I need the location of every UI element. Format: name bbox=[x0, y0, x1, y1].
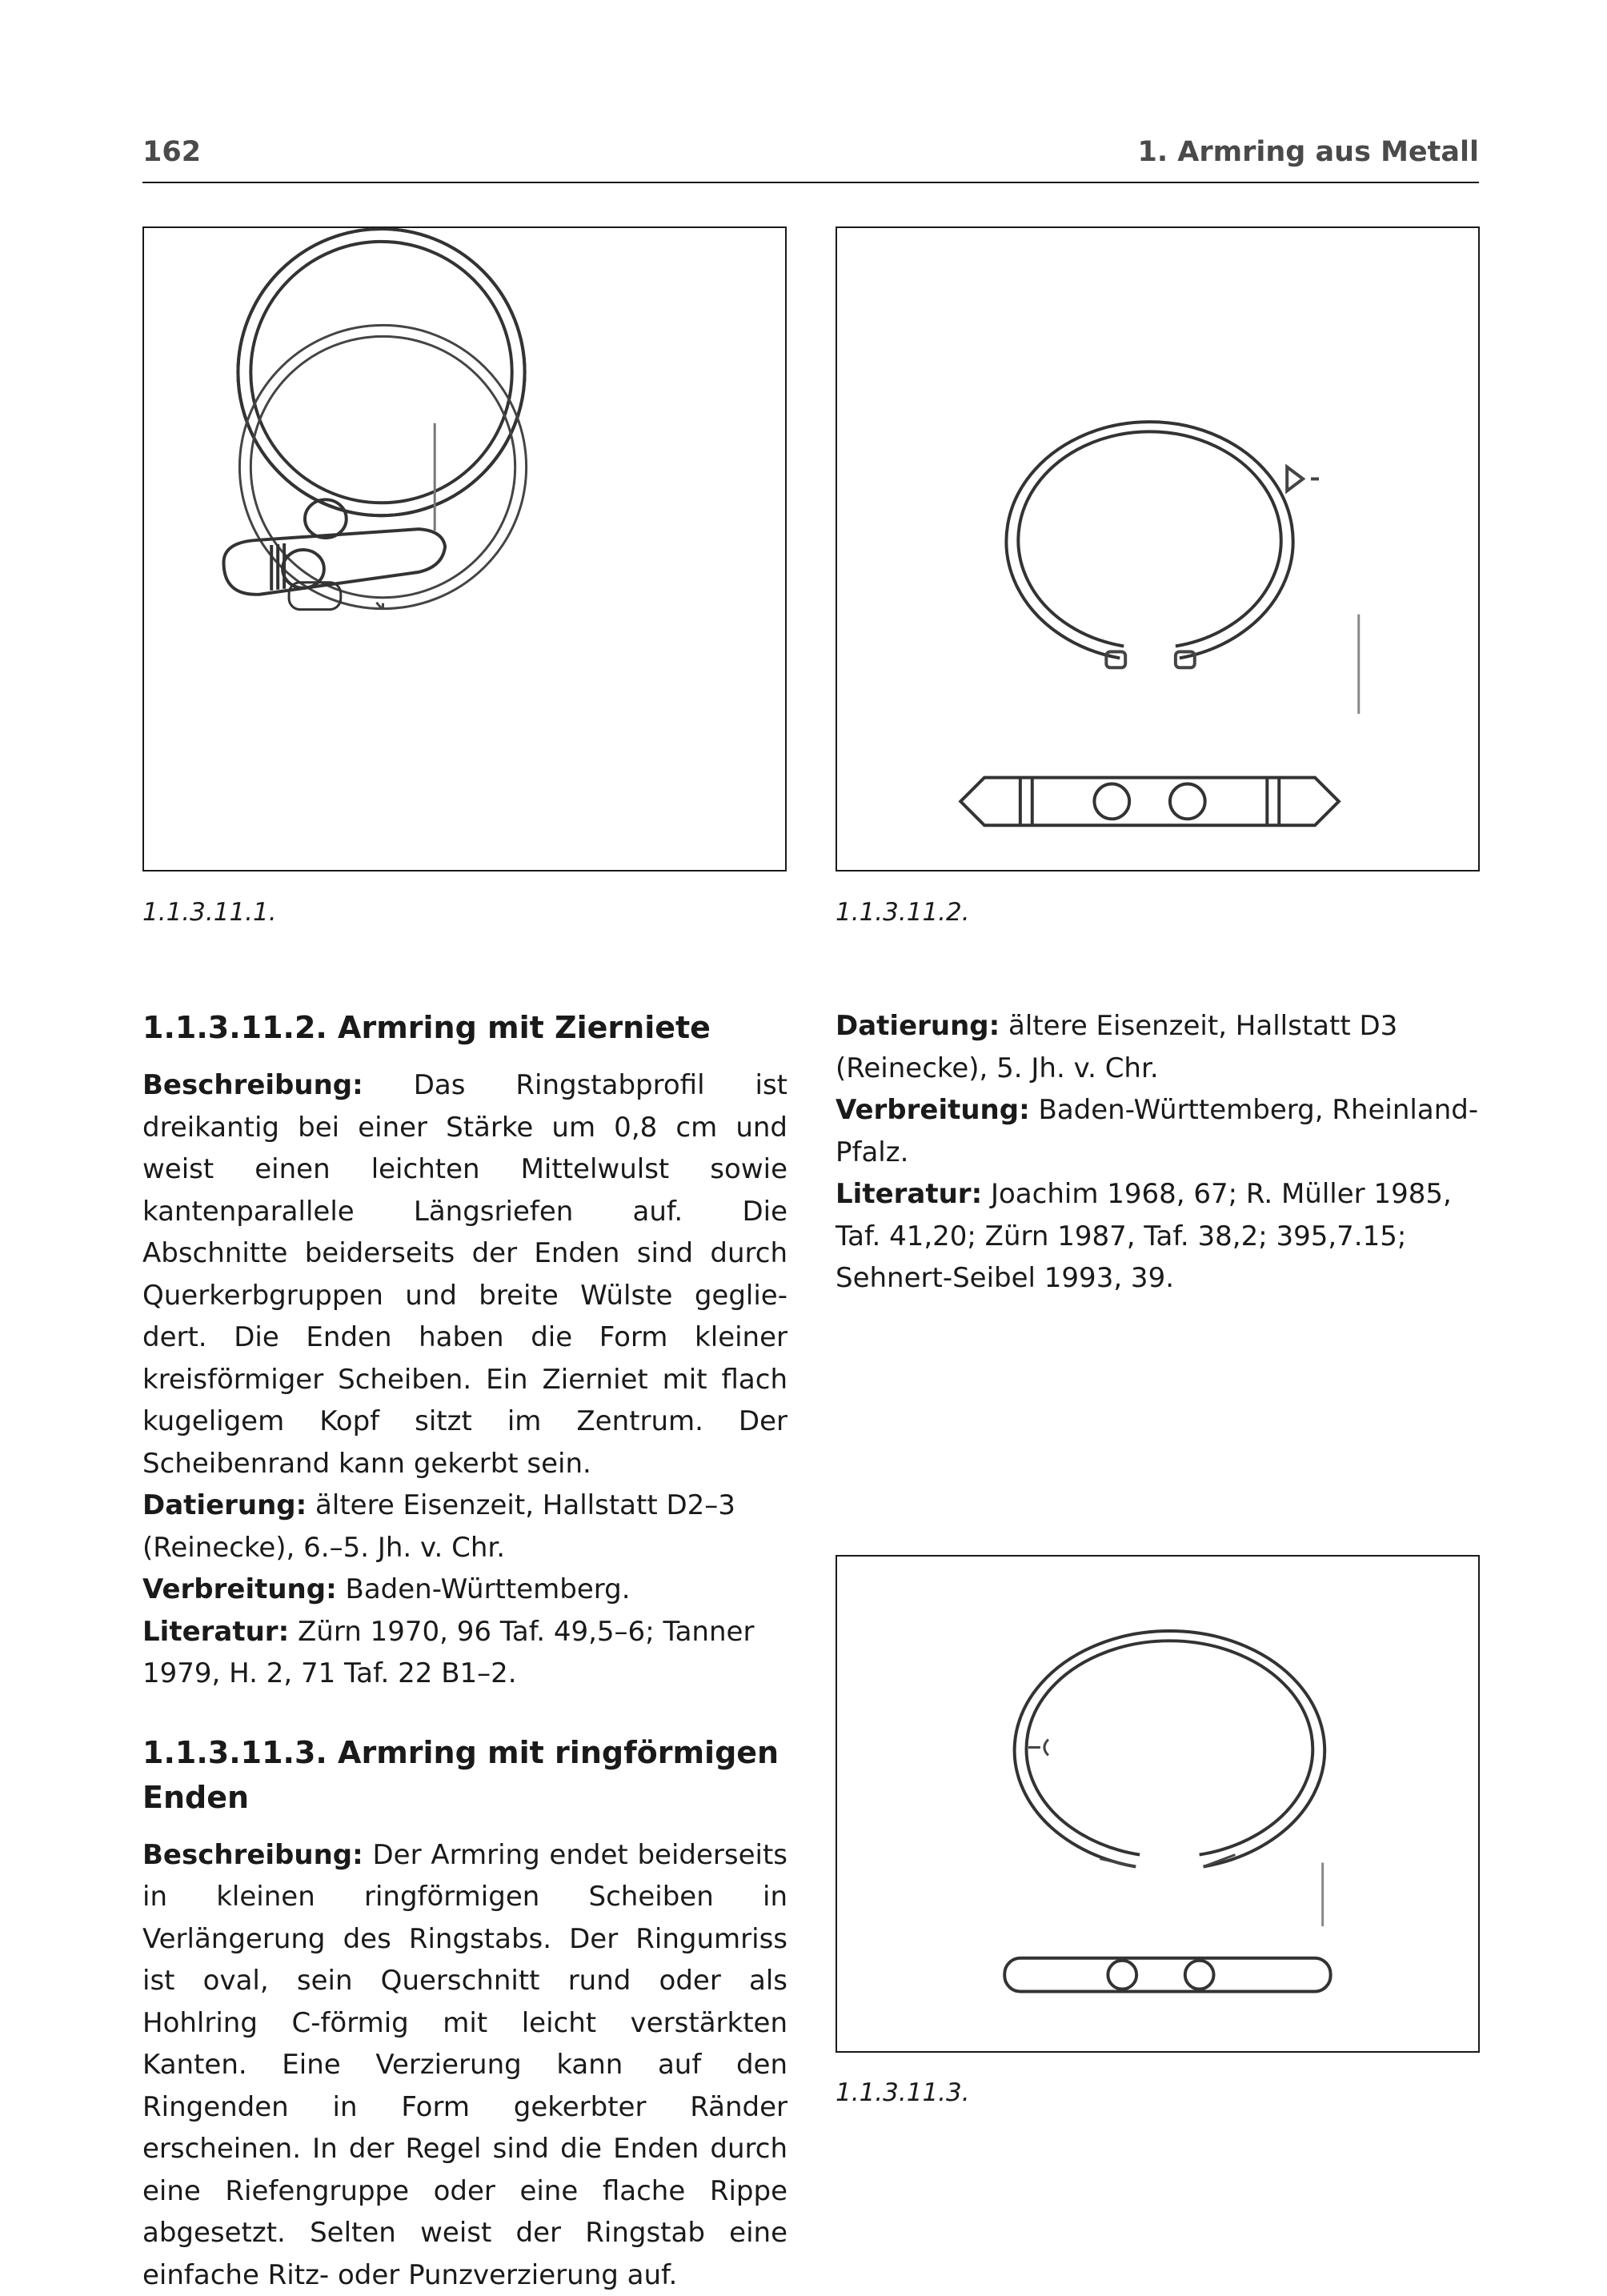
beschreibung-text: Der Armring endet beiderseits in kleinen ringförmigen Scheiben in Verlängerung des Ringstabs. Der Ringumriss ist oval, sein Querschnitt rund oder als Hohlring C-förmig mit leicht verstärkten Kanten. Eine Verzierung kann auf den Ringenden in Form gekerbter Ränder erscheinen. In der Regel sind die Enden durch eine Riefengruppe oder eine flache Rippe abgesetzt. Selten weist der Ringstab eine einfache Ritz- oder Punzverzierung auf. bbox=[142, 1839, 787, 2291]
datierung-label: Datierung: bbox=[142, 1489, 307, 1521]
page-number: 162 bbox=[142, 136, 201, 168]
figure-3-caption: 1.1.3.11.3. bbox=[836, 2078, 970, 2107]
beschreibung-text: Das Ringstabprofil ist dreikantig bei einer Stärke um 0,8 cm und weist einen leichten Mittelwulst sowie kantenparallele Längsriefen auf. Die Abschnitte beiderseits der Enden sind durch Querkerbgruppen und breite Wülste gegliedert. Die Enden haben die Form kleiner kreisförmiger Scheiben. Ein Zierniet mit flach kugeligem Kopf sitzt im Zentrum. Der Scheibenrand kann gekerbt sein. bbox=[142, 1069, 787, 1480]
literatur-label: Literatur: bbox=[836, 1178, 982, 1210]
beschreibung-label: Beschreibung: bbox=[142, 1069, 363, 1101]
section-2-verbreitung bbox=[142, 1569, 787, 1611]
section-gap bbox=[142, 1695, 787, 1730]
section-3-literatur bbox=[836, 1173, 1481, 1300]
section-2-heading: 1.1.3.11.2. Armring mit Zierniete bbox=[142, 1005, 787, 1050]
figure-1-caption: 1.1.3.11.1. bbox=[142, 898, 277, 927]
literatur-text: Joachim 1968, 67; R. Müller 1985, Taf. 41,20; Zürn 1987, Taf. 38,2; 395,7.15; Sehnert-Seibel 1993, 39. bbox=[836, 1178, 1452, 1294]
section-3-beschreibung bbox=[142, 1834, 787, 2296]
running-title: 1. Armring aus Metall bbox=[1137, 136, 1479, 168]
right-column bbox=[836, 1005, 1481, 1300]
literatur-text: Zürn 1970, 96 Taf. 49,5–6; Tanner 1979, H. 2, 71 Taf. 22 B1–2. bbox=[142, 1616, 754, 1690]
figure-2 bbox=[836, 226, 1480, 872]
datierung-text: ältere Eisenzeit, Hallstatt D2–3 (Reinecke), 6.–5. Jh. v. Chr. bbox=[142, 1489, 735, 1564]
verbreitung-text: Baden-Württemberg, Rheinland-Pfalz. bbox=[836, 1094, 1478, 1168]
datierung-text: ältere Eisenzeit, Hallstatt D3 (Reinecke), 5. Jh. v. Chr. bbox=[836, 1010, 1397, 1084]
figure-3 bbox=[836, 1555, 1480, 2053]
section-2-literatur bbox=[142, 1611, 787, 1695]
beschreibung-label: Beschreibung: bbox=[142, 1839, 363, 1871]
verbreitung-label: Verbreitung: bbox=[836, 1094, 1030, 1126]
section-2-beschreibung bbox=[142, 1064, 787, 1485]
literatur-label: Literatur: bbox=[142, 1616, 289, 1648]
section-3-heading: 1.1.3.11.3. Armring mit ringförmigen Enden bbox=[142, 1730, 787, 1820]
verbreitung-text: Baden-Württemberg. bbox=[337, 1573, 631, 1605]
left-column bbox=[142, 1005, 787, 2296]
bracelet-drawing-oval-ring-ends-icon bbox=[837, 1557, 1478, 2051]
header-rule bbox=[142, 182, 1479, 183]
section-3-datierung bbox=[836, 1005, 1481, 1089]
section-2-datierung bbox=[142, 1485, 787, 1569]
figure-2-caption: 1.1.3.11.2. bbox=[836, 898, 970, 927]
verbreitung-label: Verbreitung: bbox=[142, 1573, 337, 1605]
bracelet-drawing-open-ring-with-rivets-icon bbox=[837, 228, 1478, 870]
section-3-verbreitung bbox=[836, 1089, 1481, 1173]
bracelet-drawing-closed-ring-icon bbox=[144, 228, 785, 870]
datierung-label: Datierung: bbox=[836, 1010, 1000, 1042]
figure-1 bbox=[142, 226, 787, 872]
